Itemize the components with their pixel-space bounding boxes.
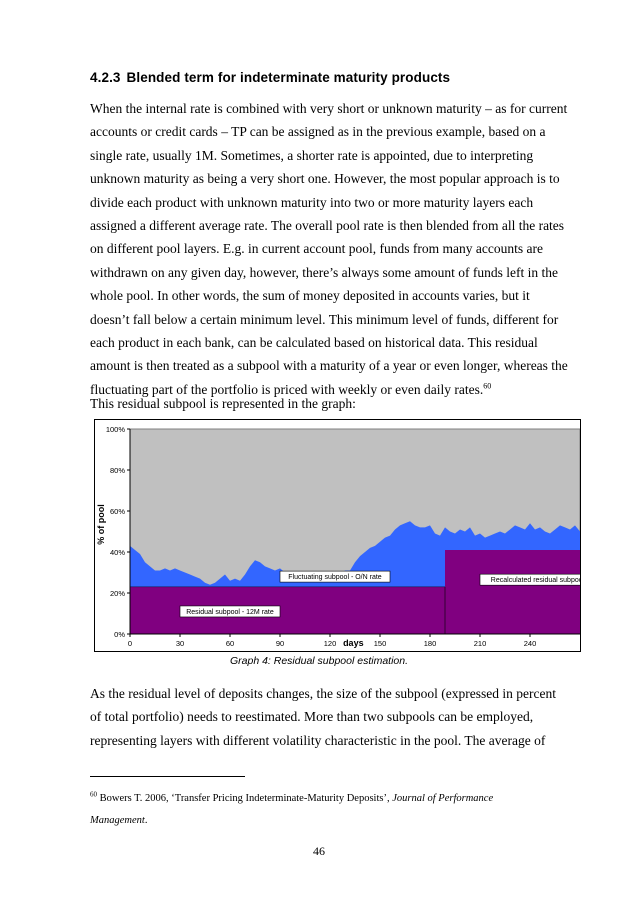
- x-tick-label: 0: [127, 639, 133, 648]
- paragraph-line: accounts or credit cards – TP can be assigned as in the previous example, based on a: [90, 124, 546, 140]
- x-tick-label: 30: [175, 639, 185, 648]
- x-tick-label: 60: [225, 639, 235, 648]
- paragraph-line: doesn’t fall below a certain minimum level. This minimum level of funds, different for: [90, 311, 559, 327]
- y-axis-label: % of pool: [96, 504, 106, 545]
- graph-intro: [90, 392, 560, 415]
- footnote-text: Bowers T. 2006, ‘Transfer Pricing Indeterminate-Maturity Deposits’,: [97, 793, 393, 804]
- graph-intro-text: This residual subpool is represented in the graph:: [90, 396, 356, 411]
- section-title: Blended term for indeterminate maturity products: [126, 70, 451, 85]
- paragraph-line: each product in each bank, can be calculated based on historical data. This residual: [90, 335, 538, 351]
- paragraph-2: [90, 682, 560, 752]
- annotation-recalculated-label: Recalculated residual subpool: [490, 577, 580, 585]
- footnote-end: .: [144, 815, 148, 826]
- y-tick-label: 40%: [109, 548, 125, 557]
- x-tick-label: 150: [373, 639, 387, 648]
- paragraph-line: amount is then treated as a subpool with a maturity of a year or even longer, whereas the: [90, 358, 568, 374]
- x-tick-label: 240: [523, 639, 537, 648]
- page-number: 46: [313, 844, 325, 858]
- paragraph-line: single rate, usually 1M. Sometimes, a shorter rate is appointed, due to interpreting: [90, 147, 534, 163]
- footnote-line-2: [90, 810, 560, 832]
- x-tick-label: 90: [275, 639, 285, 648]
- annotation-residual-label: Residual subpool - 12M rate: [186, 608, 274, 616]
- paragraph-line-text: fluctuating part of the portfolio is priced with weekly or even daily rates.: [90, 381, 484, 397]
- y-tick-label: 20%: [109, 589, 125, 598]
- x-axis-label: days: [343, 638, 364, 648]
- paragraph-line: of total portfolio) needs to reestimated. More than two subpools can be employed,: [90, 709, 534, 725]
- chart-frame: [94, 419, 581, 652]
- y-tick-label: 80%: [109, 466, 125, 475]
- residual-subpool-chart: [95, 420, 580, 651]
- paragraph-line: divide each product with unknown maturity into two or more maturity layers each: [90, 194, 534, 210]
- y-tick-label: 0%: [114, 630, 125, 639]
- x-tick-label: 210: [473, 639, 487, 648]
- y-tick-label: 100%: [105, 425, 125, 434]
- y-tick-label: 60%: [109, 507, 125, 516]
- graph-caption: Graph 4: Residual subpool estimation.: [229, 655, 409, 667]
- paragraph-1: [90, 97, 568, 401]
- paragraph-line: When the internal rate is combined with very short or unknown maturity – as for current: [90, 101, 568, 116]
- footnote-number: 60: [90, 790, 97, 799]
- paragraph-line: whole pool. In other words, the sum of money deposited in accounts varies, but it: [90, 288, 530, 304]
- footnote-line-1: [90, 788, 560, 810]
- paragraph-line: withdrawn on any given day, however, there’s always some amount of funds left in the: [90, 264, 558, 280]
- x-tick-label: 180: [423, 639, 437, 648]
- section-heading: [90, 70, 450, 85]
- footnote-journal: Journal of Performance: [392, 793, 494, 804]
- paragraph-line: As the residual level of deposits changes, the size of the subpool (expressed in percent: [90, 686, 556, 701]
- footnote-journal-cont: Management: [90, 815, 145, 826]
- footnote-divider: [90, 776, 245, 777]
- footnote-ref: 60: [483, 381, 492, 391]
- paragraph-line: representing layers with different volatility characteristic in the pool. The average of: [90, 732, 546, 748]
- section-number: 4.2.3: [90, 70, 121, 85]
- paragraph-line: on different pool layers. E.g. in current account pool, funds from many accounts are: [90, 241, 543, 257]
- footnote: [90, 788, 560, 832]
- paragraph-line: unknown maturity as being a very short one. However, the most popular approach is to: [90, 171, 560, 187]
- paragraph-line: assigned a different average rate. The overall pool rate is then blended from all the rates: [90, 218, 565, 234]
- x-tick-label: 120: [323, 639, 337, 648]
- annotation-fluctuating-label: Fluctuating subpool - O/N rate: [288, 574, 382, 582]
